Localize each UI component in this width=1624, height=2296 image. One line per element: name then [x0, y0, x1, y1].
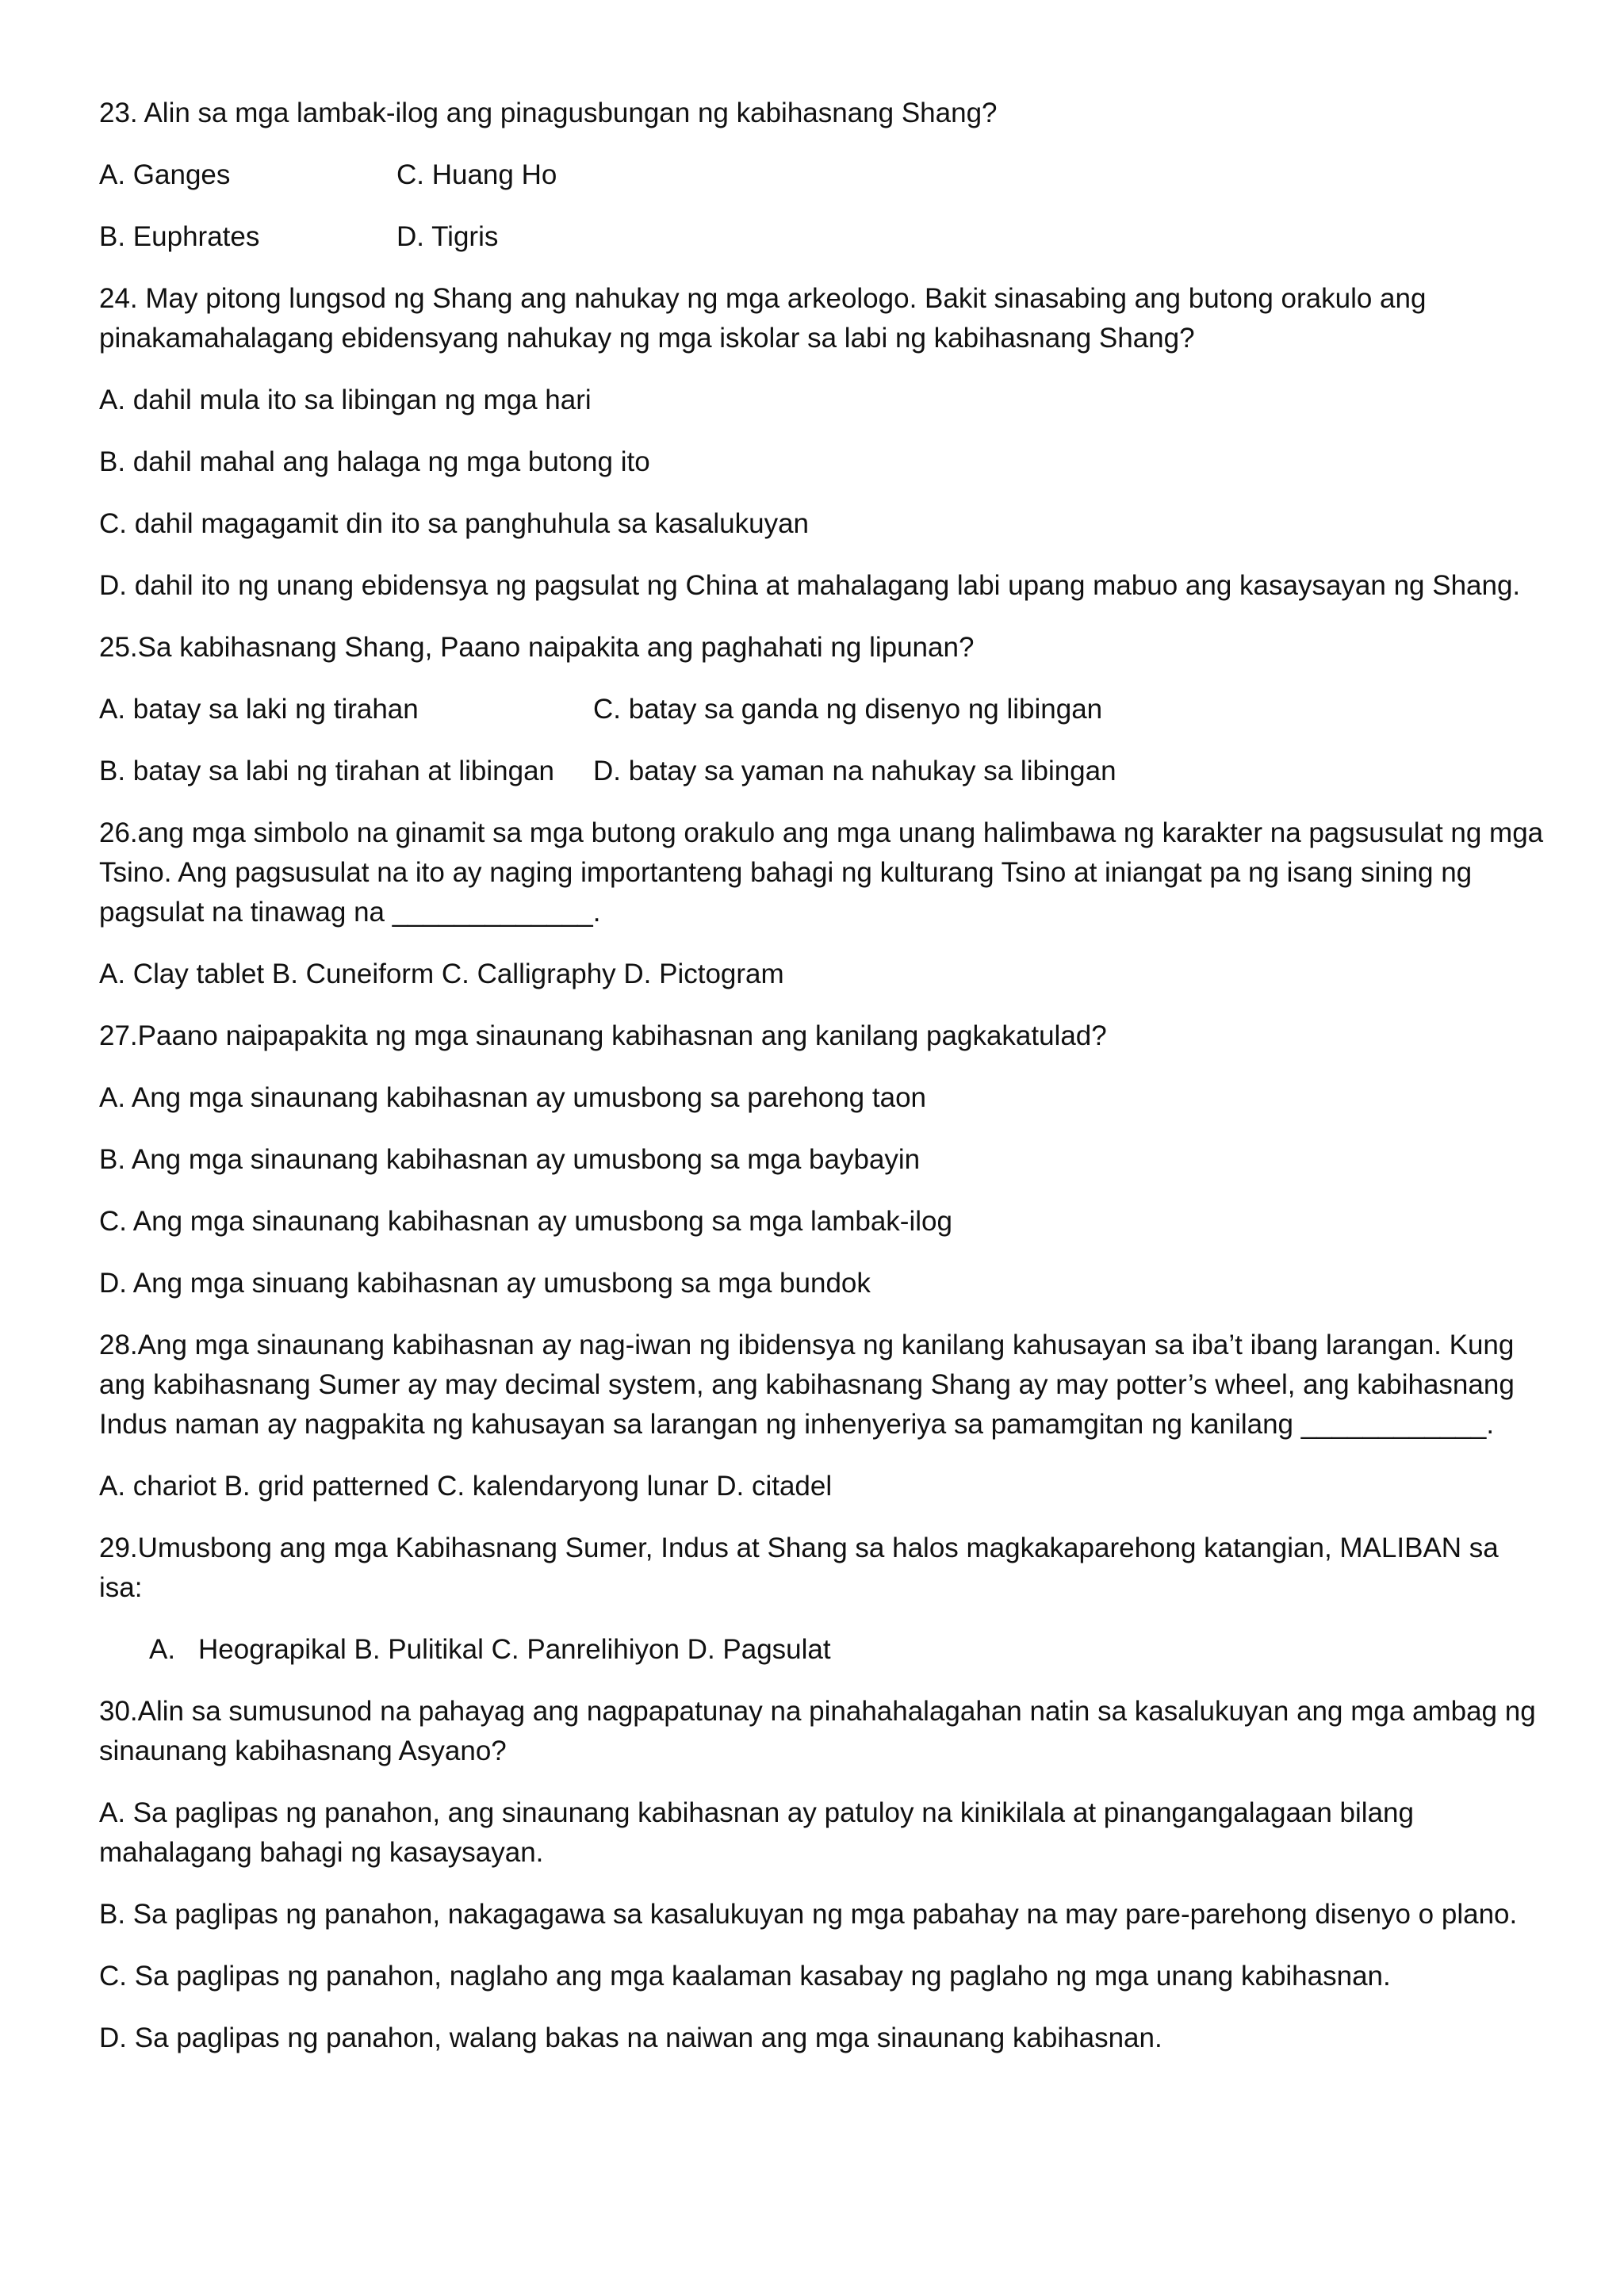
choice-24-c: C. dahil magagamit din ito sa panghuhula sa kasalukuyan	[99, 508, 810, 539]
question-24-stem: 24. May pitong lungsod ng Shang ang nahukay ng mga arkeologo. Bakit sinasabing ang butong orakulo ang pinakamahalagang ebidensyang nahukay ng mga iskolar sa labi ng kabihasnang Shang?	[99, 283, 1427, 354]
choice-30-d: D. Sa paglipas ng panahon, walang bakas na naiwan ang mga sinaunang kabihasnan.	[99, 2022, 1162, 2053]
choice-25-b: B. batay sa labi ng tirahan at libingan	[99, 756, 554, 786]
question-30-stem: 30.Alin sa sumusunod na pahayag ang nagpapatunay na pinahahalagahan natin sa kasalukuyan ang mga ambag ng sinaunang kabihasnang Asyano?	[99, 1696, 1536, 1766]
choice-24-b: B. dahil mahal ang halaga ng mga butong ito	[99, 446, 650, 477]
question-29-choices	[99, 1630, 1545, 1670]
question-25-choices-row-1	[99, 690, 1545, 729]
choice-30-a: A. Sa paglipas ng panahon, ang sinaunang kabihasnan ay patuloy na kinikilala at pinangangalagaan bilang mahalagang bahagi ng kasaysayan.	[99, 1797, 1414, 1868]
choice-23-d: D. Tigris	[396, 221, 499, 252]
choice-25-c: C. batay sa ganda ng disenyo ng libingan	[593, 694, 1103, 725]
choice-23-a: A. Ganges	[99, 159, 231, 190]
choice-27-b: B. Ang mga sinaunang kabihasnan ay umusbong sa mga baybayin	[99, 1144, 921, 1175]
choice-27-c: C. Ang mga sinaunang kabihasnan ay umusbong sa mga lambak-ilog	[99, 1206, 952, 1237]
choice-24-d: D. dahil ito ng unang ebidensya ng pagsulat ng China at mahalagang labi upang mabuo ang kasaysayan ng Shang.	[99, 570, 1521, 601]
question-26-stem: 26.ang mga simbolo na ginamit sa mga butong orakulo ang mga unang halimbawa ng karakter na pagsusulat ng mga Tsino. Ang pagsusulat na ito ay naging importanteng bahagi ng kulturang Tsino at iniangat pa ng isang sining ng pagsulat na tinawag na _____________.	[99, 817, 1544, 928]
question-28-stem: 28.Ang mga sinaunang kabihasnan ay nag-iwan ng ibidensya ng kanilang kahusayan sa iba’t ibang larangan. Kung ang kabihasnang Sumer ay may decimal system, ang kabihasnang Shang ay may potter’s wheel, ang kabihasnang Indus naman ay nagpakita ng kahusayan sa larangan ng inhenyeriya sa pamamgitan ng kanilang ____________.	[99, 1330, 1515, 1440]
question-23-choices-row-2	[99, 217, 1545, 257]
choice-23-c: C. Huang Ho	[396, 159, 557, 190]
choice-27-a: A. Ang mga sinaunang kabihasnan ay umusbong sa parehong taon	[99, 1082, 926, 1113]
question-25-choices-row-2	[99, 752, 1545, 791]
choice-24-a: A. dahil mula ito sa libingan ng mga hari	[99, 385, 592, 415]
choice-23-b: B. Euphrates	[99, 221, 260, 252]
question-29-stem: 29.Umusbong ang mga Kabihasnang Sumer, Indus at Shang sa halos magkakaparehong katangian, MALIBAN sa isa:	[99, 1533, 1499, 1603]
choice-30-c: C. Sa paglipas ng panahon, naglaho ang mga kaalaman kasabay ng paglaho ng mga unang kabihasnan.	[99, 1961, 1391, 1992]
choice-27-d: D. Ang mga sinuang kabihasnan ay umusbong sa mga bundok	[99, 1268, 871, 1299]
choice-29-text: Heograpikal B. Pulitikal C. Panrelihiyon D. Pagsulat	[198, 1634, 831, 1665]
question-23-choices-row-1	[99, 155, 1545, 195]
choice-25-d: D. batay sa yaman na nahukay sa libingan	[593, 756, 1116, 786]
choice-29-letter: A.	[149, 1634, 176, 1665]
question-28-choices: A. chariot B. grid patterned C. kalendaryong lunar D. citadel	[99, 1471, 833, 1502]
question-23-stem: 23. Alin sa mga lambak-ilog ang pinagusbungan ng kabihasnang Shang?	[99, 98, 998, 128]
question-26-choices: A. Clay tablet B. Cuneiform C. Calligraphy D. Pictogram	[99, 959, 784, 989]
choice-25-a: A. batay sa laki ng tirahan	[99, 694, 419, 725]
question-27-stem: 27.Paano naipapakita ng mga sinaunang kabihasnan ang kanilang pagkakatulad?	[99, 1020, 1107, 1051]
question-25-stem: 25.Sa kabihasnang Shang, Paano naipakita ang paghahati ng lipunan?	[99, 632, 975, 663]
choice-30-b: B. Sa paglipas ng panahon, nakagagawa sa kasalukuyan ng mga pabahay na may pare-parehong disenyo o plano.	[99, 1899, 1518, 1930]
